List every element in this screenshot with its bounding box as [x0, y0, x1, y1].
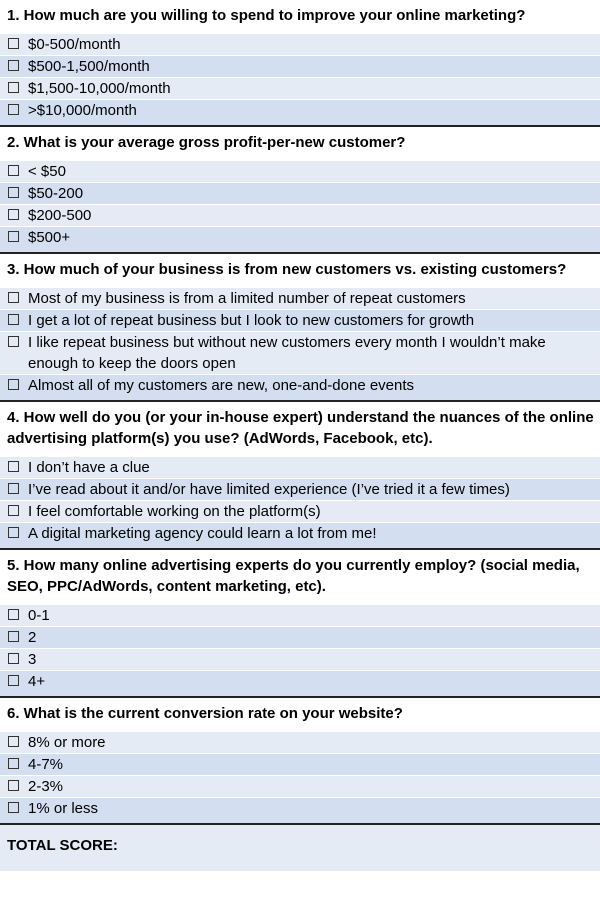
checkbox[interactable]: [8, 609, 19, 620]
option-label: 4+: [28, 673, 46, 690]
option-row[interactable]: [0, 648, 600, 670]
option-label: 1% or less: [28, 800, 99, 817]
option-row[interactable]: [0, 753, 600, 775]
total-score-label: TOTAL SCORE:: [7, 837, 118, 854]
checkbox[interactable]: [8, 314, 19, 325]
option-row[interactable]: [0, 731, 600, 753]
option-label: < $50: [28, 163, 66, 180]
option-row[interactable]: [0, 182, 600, 204]
checkbox[interactable]: [8, 187, 19, 198]
checkbox[interactable]: [8, 104, 19, 115]
question-title: 5. How many online advertising experts do you currently employ? (social media, SEO, PPC/AdWords, content marketing, etc).: [0, 550, 600, 604]
option-label: $1,500-10,000/month: [28, 80, 171, 97]
option-row[interactable]: [0, 77, 600, 99]
checkbox[interactable]: [8, 209, 19, 220]
checkbox[interactable]: [8, 631, 19, 642]
option-label: A digital marketing agency could learn a lot from me!: [28, 525, 377, 542]
checkbox[interactable]: [8, 527, 19, 538]
option-label: 4-7%: [28, 756, 64, 773]
option-row[interactable]: [0, 500, 600, 522]
checkbox[interactable]: [8, 231, 19, 242]
option-label: I’ve read about it and/or have limited experience (I’ve tried it a few times): [28, 481, 510, 498]
option-label: 2-3%: [28, 778, 64, 795]
question-5: [0, 548, 600, 696]
option-row[interactable]: [0, 775, 600, 797]
checkbox[interactable]: [8, 653, 19, 664]
option-label: I don’t have a clue: [28, 459, 150, 476]
question-3: [0, 252, 600, 400]
option-label: $500+: [28, 229, 71, 246]
checkbox[interactable]: [8, 165, 19, 176]
option-label: $500-1,500/month: [28, 58, 150, 75]
option-label: $50-200: [28, 185, 84, 202]
option-label: Most of my business is from a limited number of repeat customers: [28, 290, 466, 307]
checkbox[interactable]: [8, 82, 19, 93]
option-row[interactable]: [0, 226, 600, 252]
option-row[interactable]: [0, 374, 600, 400]
option-row[interactable]: [0, 55, 600, 77]
checkbox[interactable]: [8, 675, 19, 686]
question-title: 1. How much are you willing to spend to improve your online marketing?: [0, 0, 600, 33]
option-label: 3: [28, 651, 37, 668]
total-score-row: [0, 823, 600, 871]
checkbox[interactable]: [8, 292, 19, 303]
option-row[interactable]: [0, 626, 600, 648]
option-row[interactable]: [0, 456, 600, 478]
checkbox[interactable]: [8, 38, 19, 49]
question-title: 4. How well do you (or your in-house expert) understand the nuances of the online advertising platform(s) you use? (AdWords, Facebook, etc).: [0, 402, 600, 456]
option-row[interactable]: [0, 99, 600, 125]
option-row[interactable]: [0, 204, 600, 226]
option-label: Almost all of my customers are new, one-and-done events: [28, 377, 415, 394]
question-4: [0, 400, 600, 548]
option-label: I feel comfortable working on the platform(s): [28, 503, 321, 520]
option-label: >$10,000/month: [28, 102, 137, 119]
question-1: [0, 0, 600, 125]
checkbox[interactable]: [8, 60, 19, 71]
checkbox[interactable]: [8, 336, 19, 347]
question-2: [0, 125, 600, 252]
option-label: $0-500/month: [28, 36, 121, 53]
checkbox[interactable]: [8, 736, 19, 747]
option-row[interactable]: [0, 287, 600, 309]
checkbox[interactable]: [8, 505, 19, 516]
checkbox[interactable]: [8, 780, 19, 791]
option-row[interactable]: [0, 604, 600, 626]
option-row[interactable]: [0, 160, 600, 182]
question-title: 3. How much of your business is from new customers vs. existing customers?: [0, 254, 600, 287]
option-row[interactable]: [0, 331, 600, 374]
checkbox[interactable]: [8, 379, 19, 390]
question-6: [0, 696, 600, 823]
option-label: 2: [28, 629, 37, 646]
checkbox[interactable]: [8, 758, 19, 769]
checkbox[interactable]: [8, 483, 19, 494]
option-row[interactable]: [0, 522, 600, 548]
option-label: 8% or more: [28, 734, 106, 751]
option-label: I like repeat business but without new customers every month I wouldn’t make enough to keep the doors open: [28, 334, 546, 372]
option-row[interactable]: [0, 797, 600, 823]
option-row[interactable]: [0, 33, 600, 55]
option-label: 0-1: [28, 607, 50, 624]
option-row[interactable]: [0, 309, 600, 331]
question-title: 6. What is the current conversion rate on your website?: [0, 698, 600, 731]
question-title: 2. What is your average gross profit-per-new customer?: [0, 127, 600, 160]
option-label: $200-500: [28, 207, 92, 224]
checkbox[interactable]: [8, 802, 19, 813]
option-row[interactable]: [0, 478, 600, 500]
option-label: I get a lot of repeat business but I look to new customers for growth: [28, 312, 475, 329]
checkbox[interactable]: [8, 461, 19, 472]
option-row[interactable]: [0, 670, 600, 696]
